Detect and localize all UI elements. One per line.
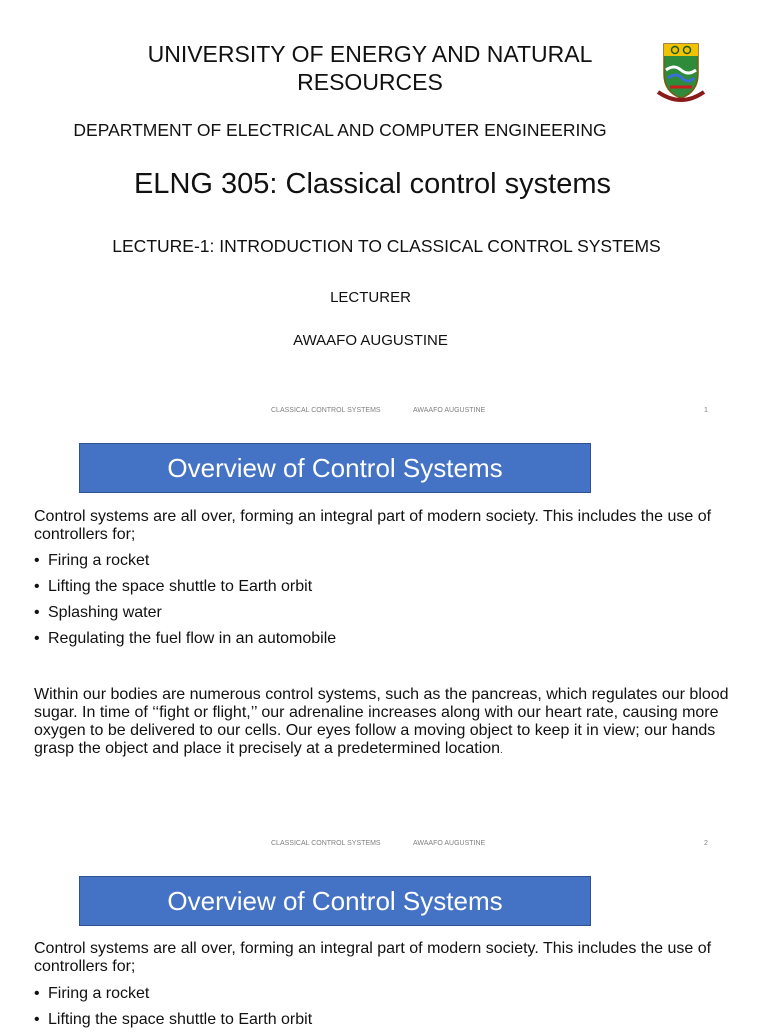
bullet-list <box>34 548 734 652</box>
slide-title: Overview of Control Systems <box>79 876 591 926</box>
university-name: UNIVERSITY OF ENERGY AND NATURAL RESOURCES <box>147 41 593 95</box>
slide-footer <box>0 407 768 417</box>
list-item: • Lifting the space shuttle to Earth orbit <box>34 1007 734 1033</box>
list-item: • Firing a rocket <box>34 981 734 1007</box>
slide-title: Overview of Control Systems <box>79 443 591 493</box>
department-name: DEPARTMENT OF ELECTRICAL AND COMPUTER ENGINEERING <box>73 120 607 140</box>
bullet-list <box>34 981 734 1033</box>
footer-page-number: 2 <box>704 840 708 847</box>
lecture-title: LECTURE-1: INTRODUCTION TO CLASSICAL CONTROL SYSTEMS <box>112 236 661 256</box>
course-title: ELNG 305: Classical control systems <box>133 168 612 200</box>
footer-page-number: 1 <box>704 407 708 414</box>
slide-footer <box>0 840 768 850</box>
footer-author: AWAAFO AUGUSTINE <box>413 840 486 847</box>
list-item: • Splashing water <box>34 600 734 626</box>
list-item: • Lifting the space shuttle to Earth orbit <box>34 574 734 600</box>
footer-course: CLASSICAL CONTROL SYSTEMS <box>271 407 381 414</box>
list-item: • Regulating the fuel flow in an automobile <box>34 626 734 652</box>
body-end: . <box>500 745 503 755</box>
intro-paragraph: Control systems are all over, forming an integral part of modern society. This includes the use of controllers for; <box>34 940 712 975</box>
body-text: Within our bodies are numerous control systems, such as the pancreas, which regulates our blood sugar. In time of ‘‘fight or flight,’’ our adrenaline increases along with our heart rate, causing more oxygen to be delivered to our cells. Our eyes follow a moving object to keep it in view; our hands grasp the object and place it precisely at a predetermined location <box>34 686 729 757</box>
list-item: • Firing a rocket <box>34 548 734 574</box>
lecturer-label: LECTURER <box>330 289 411 306</box>
footer-course: CLASSICAL CONTROL SYSTEMS <box>271 840 381 847</box>
body-paragraph <box>34 686 754 759</box>
university-crest-icon <box>626 40 742 110</box>
intro-paragraph: Control systems are all over, forming an integral part of modern society. This includes the use of controllers for; <box>34 508 712 543</box>
lecturer-name: AWAAFO AUGUSTINE <box>293 332 448 349</box>
footer-author: AWAAFO AUGUSTINE <box>413 407 486 414</box>
